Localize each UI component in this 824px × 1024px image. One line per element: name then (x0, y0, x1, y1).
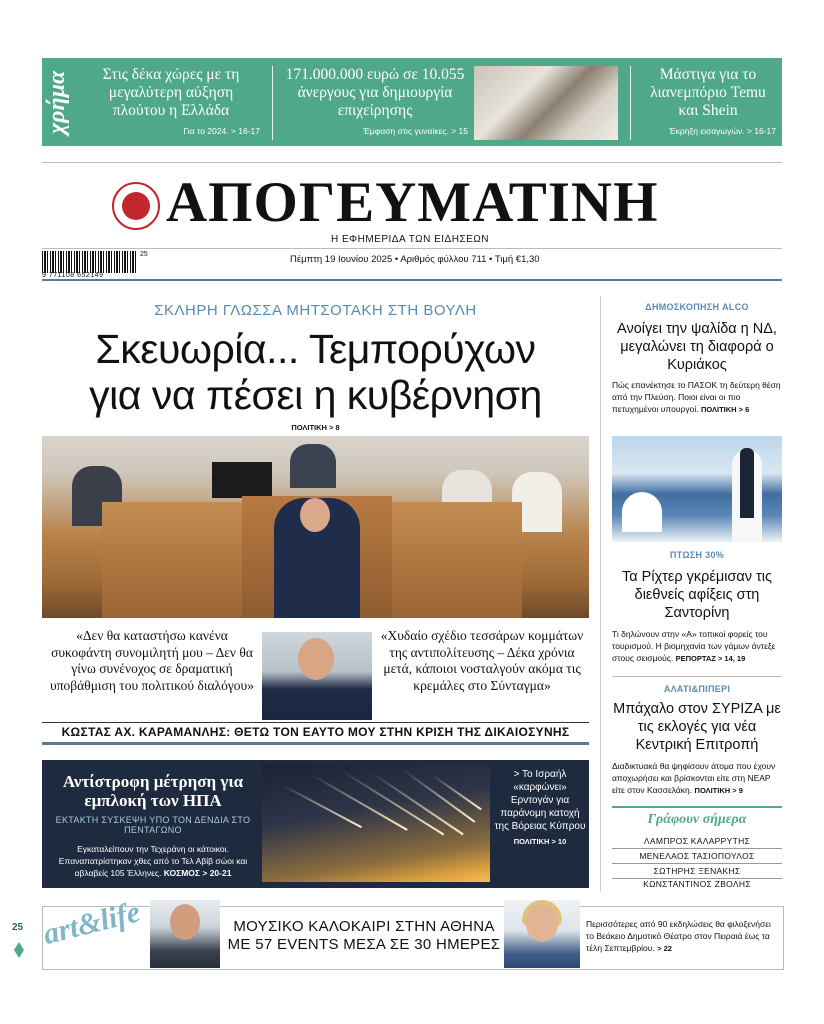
right-ref-2: ΡΕΠΟΡΤΑΖ > 14, 19 (675, 654, 746, 663)
newspaper-logo-icon (112, 182, 160, 230)
right-headline-2[interactable]: Τα Ρίχτερ γκρέμισαν τις διεθνείς αφίξεις στη Σαντορίνη (622, 569, 772, 621)
photo-santorini (612, 436, 782, 542)
right-kicker-2: ΠΤΩΣΗ 30% (669, 550, 725, 560)
main-photo-parliament (42, 436, 589, 618)
lower-text (48, 843, 258, 879)
divider (630, 66, 631, 140)
photo-singer (504, 900, 580, 968)
artlife-logo: art&life (39, 895, 144, 952)
teaser-headline: Στις δέκα χώρες με τη μεγαλύτερη αύξηση πλούτου η Ελλάδα (102, 66, 240, 119)
right-text-3-body: Διαδικτυακά θα ψηφίσουν άτομα που έχουν αποχωρήσει και βρίσκονται είτε στη ΝΕΑΡ είτε στον Κασσελάκη. (612, 761, 776, 795)
rule (612, 863, 782, 864)
teaser-headline: Μάστιγα για το λιανεμπόριο Temu και Shein (650, 66, 766, 119)
main-headline-line2: για να πέσει η κυβέρνηση (89, 372, 542, 418)
teaser-ref: Έκρηξη εισαγωγών. > 16-17 (668, 126, 776, 136)
right-text-2 (612, 628, 782, 665)
barcode-issue: 25 (140, 251, 148, 258)
lower-side-ref: ΠΟΛΙΤΙΚΗ > 10 (513, 837, 567, 846)
photo-musician (150, 900, 220, 968)
rule (42, 279, 782, 281)
main-ref: ΠΟΛΙΤΙΚΗ > 8 (291, 423, 340, 432)
teaser-photo-office (474, 66, 618, 140)
right-headline-3[interactable]: Μπάχαλο στον ΣΥΡΙΖΑ με τις εκλογές για νέα Κεντρική Επιτροπή (613, 701, 781, 753)
lower-side-story[interactable] (494, 768, 586, 848)
artlife-headline (224, 918, 504, 954)
dateline: Πέμπτη 19 Ιουνίου 2025 • Αριθμός φύλλου 711 • Τιμή €1,30 (290, 254, 540, 265)
writer-name[interactable]: ΣΩΤΗΡΗΣ ΞΕΝΑΚΗΣ (653, 866, 741, 876)
column-divider (600, 296, 601, 892)
rule (612, 806, 782, 808)
quote-left: «Δεν θα καταστήσω κανένα συκοφάντη συνομιλητή μου – Δεν θα γίνω συνένοχος σε δραματική υποβάθμιση του πολιτικού διαλόγου» (50, 628, 254, 693)
right-kicker-3: ΑΛΑΤΙ&ΠΙΠΕΡΙ (663, 684, 731, 694)
lower-text-body: Εγκαταλείπουν την Τεχεράνη οι κάτοικοι. Επαναπατρίστηκαν χθες από το Τελ Αβίβ σώοι και αβλαβείς 105 Έλληνες. (58, 844, 248, 878)
artlife-ref: > 22 (657, 944, 672, 953)
quote-right: «Χυδαίο σχέδιο τεσσάρων κομμάτων της αντιπολίτευσης – Δέκα χρόνια μετά, κάποιοι νοσταλγούν ακόμα τις κρεμάλες στο Σύνταγμα» (380, 628, 584, 693)
rule (42, 162, 782, 163)
main-headline[interactable] (42, 326, 589, 418)
masthead-tagline: Η ΕΦΗΜΕΡΙΔΑ ΤΩΝ ΕΙΔΗΣΕΩΝ (330, 234, 489, 245)
writers-title: Γράφουν σήμερα (647, 812, 747, 827)
right-text-3 (612, 760, 782, 797)
writer-name[interactable]: ΜΕΝΕΛΑΟΣ ΤΑΣΙΟΠΟΥΛΟΣ (639, 851, 755, 861)
artlife-headline-line1: ΜΟΥΣΙΚΟ ΚΑΛΟΚΑΙΡΙ ΣΤΗΝ ΑΘΗΝΑ (233, 918, 495, 935)
main-kicker: ΣΚΛΗΡΗ ΓΛΩΣΣΑ ΜΗΤΣΟΤΑΚΗ ΣΤΗ ΒΟΥΛΗ (154, 302, 477, 319)
right-text-1 (612, 379, 782, 416)
artlife-text (586, 918, 778, 955)
writer-name[interactable]: ΚΩΝΣΤΑΝΤΙΝΟΣ ΖΒΟΛΗΣ (643, 879, 751, 889)
diamond-icon (14, 942, 24, 958)
right-kicker-1: ΔΗΜΟΣΚΟΠΗΣΗ ALCO (645, 302, 749, 312)
rule (42, 722, 589, 723)
teaser-unemployed[interactable] (282, 66, 468, 136)
photo-missiles (262, 764, 490, 882)
right-text-1-body: Πώς επανέκτησε το ΠΑΣΟΚ τη δεύτερη θέση από την Πλεύση. Ποιοι είναι οι πιο πετυχημένοι υπουργοί. (612, 380, 781, 414)
right-ref-1: ΠΟΛΙΤΙΚΗ > 6 (700, 405, 750, 414)
writer-name[interactable]: ΛΑΜΠΡΟΣ ΚΑΛΑΡΡΥΤΗΣ (643, 836, 751, 846)
main-headline-line1: Σκευωρία... Τεμπορύχων (95, 326, 536, 372)
rule (42, 248, 782, 249)
barcode-number: 9 771108 652149 (42, 272, 104, 279)
rule (612, 848, 782, 849)
right-text-2-body: Τι δηλώνουν στην «Α» τοπικοί φορείς του τουρισμού. Η βιομηχανία των γάμων άντεξε στους σεισμούς. (612, 629, 776, 663)
masthead-title: ΑΠΟΓΕΥΜΑΤΙΝΗ (166, 171, 659, 234)
main-banner: ΚΩΣΤΑΣ ΑΧ. ΚΑΡΑΜΑΝΛΗΣ: ΘΕΤΩ ΤΟΝ ΕΑΥΤΟ ΜΟΥ ΣΤΗΝ ΚΡΙΣΗ ΤΗΣ ΔΙΚΑΙΟΣΥΝΗΣ (61, 725, 570, 739)
teaser-ref: Για το 2024. > 16-17 (183, 126, 260, 136)
lower-side-text: > Το Ισραήλ «καρφώνει» Ερντογάν για παράνομη κατοχή της Βόρειας Κύπρου (494, 769, 586, 832)
photo-karamanlis (262, 632, 372, 720)
artlife-headline-line2: ΜΕ 57 EVENTS ΜΕΣΑ ΣΕ 30 ΗΜΕΡΕΣ (227, 936, 501, 953)
teaser-temu-shein[interactable] (640, 66, 776, 136)
right-headline-1[interactable]: Ανοίγει την ψαλίδα η ΝΔ, μεγαλώνει τη διαφορά ο Κυριάκος (617, 321, 777, 373)
rule (612, 676, 782, 677)
right-ref-3: ΠΟΛΙΤΙΚΗ > 9 (694, 786, 743, 795)
barcode-icon (42, 251, 138, 273)
teaser-wealth[interactable] (82, 66, 260, 136)
artlife-text-body: Περισσότερες από 90 εκδηλώσεις θα φιλοξενήσει το Βεάκειο Δημοτικό Θέατρο στον Πειραιά έως τα τέλη Σεπτεμβρίου. (586, 919, 771, 953)
lower-headline: Αντίστροφη μέτρηση για εμπλοκή των ΗΠΑ (62, 772, 244, 810)
divider (272, 66, 273, 140)
lower-kicker: ΕΚΤΑΚΤΗ ΣΥΣΚΕΨΗ ΥΠΟ ΤΟΝ ΔΕΝΔΙΑ ΣΤΟ ΠΕΝΤΑΓΩΝΟ (55, 815, 251, 835)
lower-ref: ΚΟΣΜΟΣ > 20-21 (163, 868, 232, 878)
page-number: 25 (12, 922, 24, 933)
rule (42, 742, 589, 745)
section-label-chrimata: χρήμα (44, 70, 70, 134)
teaser-ref: Έμφαση στις γυναίκες. > 15 (363, 126, 468, 136)
teaser-headline: 171.000.000 ευρώ σε 10.055 άνεργους για δημιουργία επιχείρησης (285, 66, 465, 119)
